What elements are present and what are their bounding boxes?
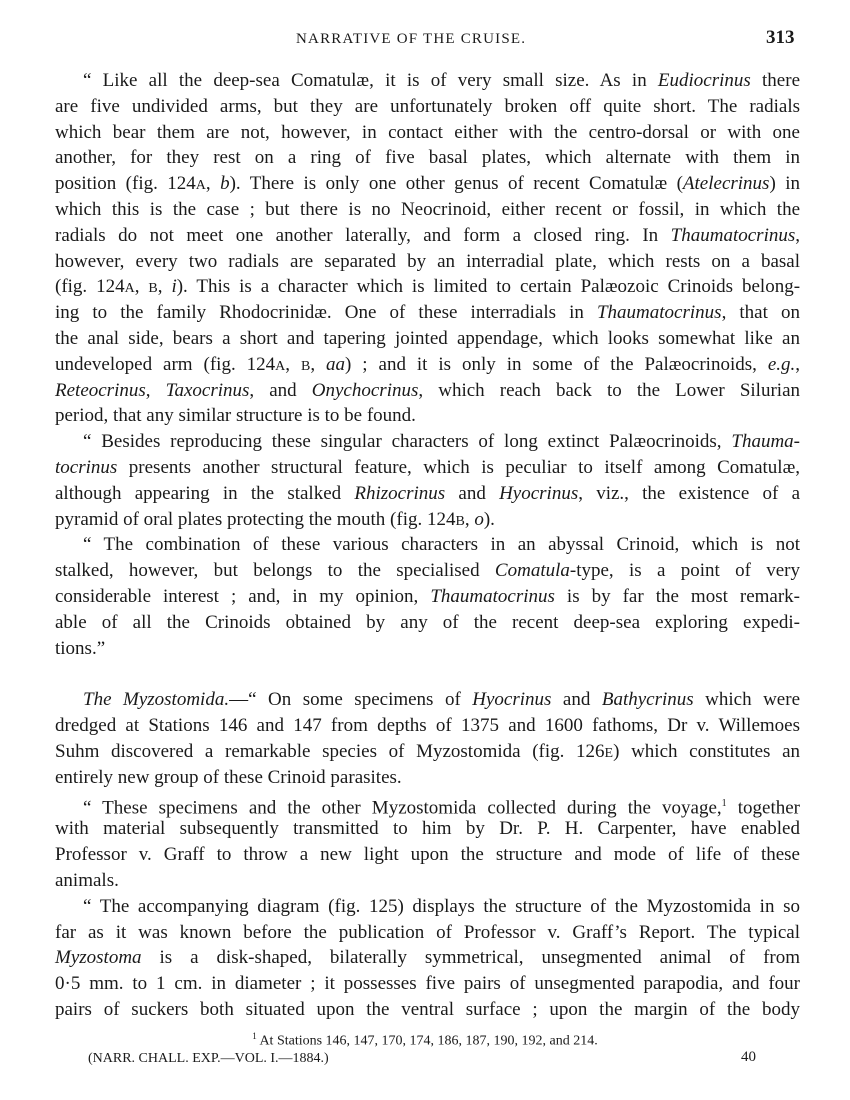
- text-line: pyramid of oral plates protecting the mouth (fig. 124B, o).: [55, 508, 495, 530]
- body-text: [55, 68, 800, 1023]
- text-line: “ Like all the deep-sea Comatulæ, it is of very small size. As in Eudiocrinus there: [83, 70, 801, 91]
- text-line: another, for they rest on a ring of five basal plates, which alternate with them in: [55, 147, 800, 169]
- text-line: Professor v. Graff to throw a new light upon the structure and mode of life of these: [55, 844, 800, 866]
- text-line: period, that any similar structure is to be found.: [55, 405, 416, 427]
- text-line: (fig. 124A, B, i). This is a character which is limited to certain Palæozoic Crinoids belong-: [55, 276, 801, 298]
- text-line: “ The accompanying diagram (fig. 125) displays the structure of the Myzostomida in so: [83, 895, 800, 917]
- text-line: ing to the family Rhodocrinidæ. One of these interradials in Thaumatocrinus, that on: [55, 302, 800, 324]
- text-line: dredged at Stations 146 and 147 from depths of 1375 and 1600 fathoms, Dr v. Willemoes: [55, 715, 800, 737]
- text-line: radials do not meet one another laterally, and form a closed ring. In Thaumatocrinus,: [55, 224, 800, 246]
- running-title: NARRATIVE OF THE CRUISE.: [296, 31, 527, 47]
- text-line: “ The combination of these various characters in an abyssal Crinoid, which is not: [83, 534, 800, 556]
- text-line: position (fig. 124A, b). There is only one other genus of recent Comatulæ (Atelecrinus) in: [55, 173, 800, 195]
- text-line: tocrinus presents another structural feature, which is peculiar to itself among Comatulæ,: [55, 456, 800, 478]
- text-line: stalked, however, but belongs to the specialised Comatula-type, is a point of very: [55, 560, 800, 582]
- text-line: however, every two radials are separated by an interradial plate, which rests on a basal: [55, 250, 800, 272]
- running-head: [0, 27, 850, 51]
- text-line: undeveloped arm (fig. 124A, B, aa) ; and it is only in some of the Palæocrinoids, e.g.,: [55, 353, 800, 375]
- imprint-line: (NARR. CHALL. EXP.—VOL. I.—1884.): [88, 1051, 329, 1066]
- footnote-text: At Stations 146, 147, 170, 174, 186, 187, 190, 192, and 214.: [259, 1033, 598, 1049]
- page-number: 313: [766, 27, 795, 48]
- text-line: animals.: [55, 869, 119, 891]
- text-line: Reteocrinus, Taxocrinus, and Onychocrinus, which reach back to the Lower Silurian: [55, 379, 801, 401]
- footnote-marker: 1: [252, 1031, 257, 1041]
- text-line: pairs of suckers both situated upon the ventral surface ; upon the margin of the body: [55, 998, 800, 1020]
- text-line: Myzostoma is a disk-shaped, bilaterally symmetrical, unsegmented animal of from: [55, 947, 800, 969]
- text-line: considerable interest ; and, in my opinion, Thaumatocrinus is by far the most remark-: [55, 585, 800, 607]
- text-line: Suhm discovered a remarkable species of Myzostomida (fig. 126E) which constitutes an: [55, 740, 801, 762]
- text-line: the anal side, bears a short and tapering jointed appendage, which looks somewhat like an: [55, 327, 800, 349]
- text-line: far as it was known before the publication of Professor v. Graff’s Report. The typical: [55, 921, 800, 943]
- text-line: which this is the case ; but there is no Neocrinoid, either recent or fossil, in which the: [55, 198, 800, 220]
- text-line: entirely new group of these Crinoid parasites.: [55, 766, 402, 788]
- text-line: 0·5 mm. to 1 cm. in diameter ; it possesses five pairs of unsegmented parapodia, and four: [55, 973, 800, 995]
- text-line: although appearing in the stalked Rhizocrinus and Hyocrinus, viz., the existence of a: [55, 482, 800, 504]
- text-line: which bear them are not, however, in contact either with the centro-dorsal or with one: [55, 121, 800, 143]
- text-line: with material subsequently transmitted to him by Dr. P. H. Carpenter, have enabled: [55, 818, 800, 840]
- signature-mark: 40: [741, 1049, 756, 1065]
- text-line: able of all the Crinoids obtained by any of the recent deep-sea exploring expedi-: [55, 611, 800, 633]
- text-line: tions.”: [55, 637, 106, 659]
- footnote: [0, 1031, 850, 1050]
- text-line: “ These specimens and the other Myzostomida collected during the voyage,$^1$ together: [83, 796, 800, 818]
- text-line: The Myzostomida.—“ On some specimens of Hyocrinus and Bathycrinus which were: [83, 689, 801, 711]
- paragraph-gap: [55, 661, 800, 687]
- text-line: are five undivided arms, but they are unfortunately broken off quite short. The radials: [55, 95, 800, 117]
- text-line: “ Besides reproducing these singular characters of long extinct Palæocrinoids, Thauma-: [83, 431, 800, 453]
